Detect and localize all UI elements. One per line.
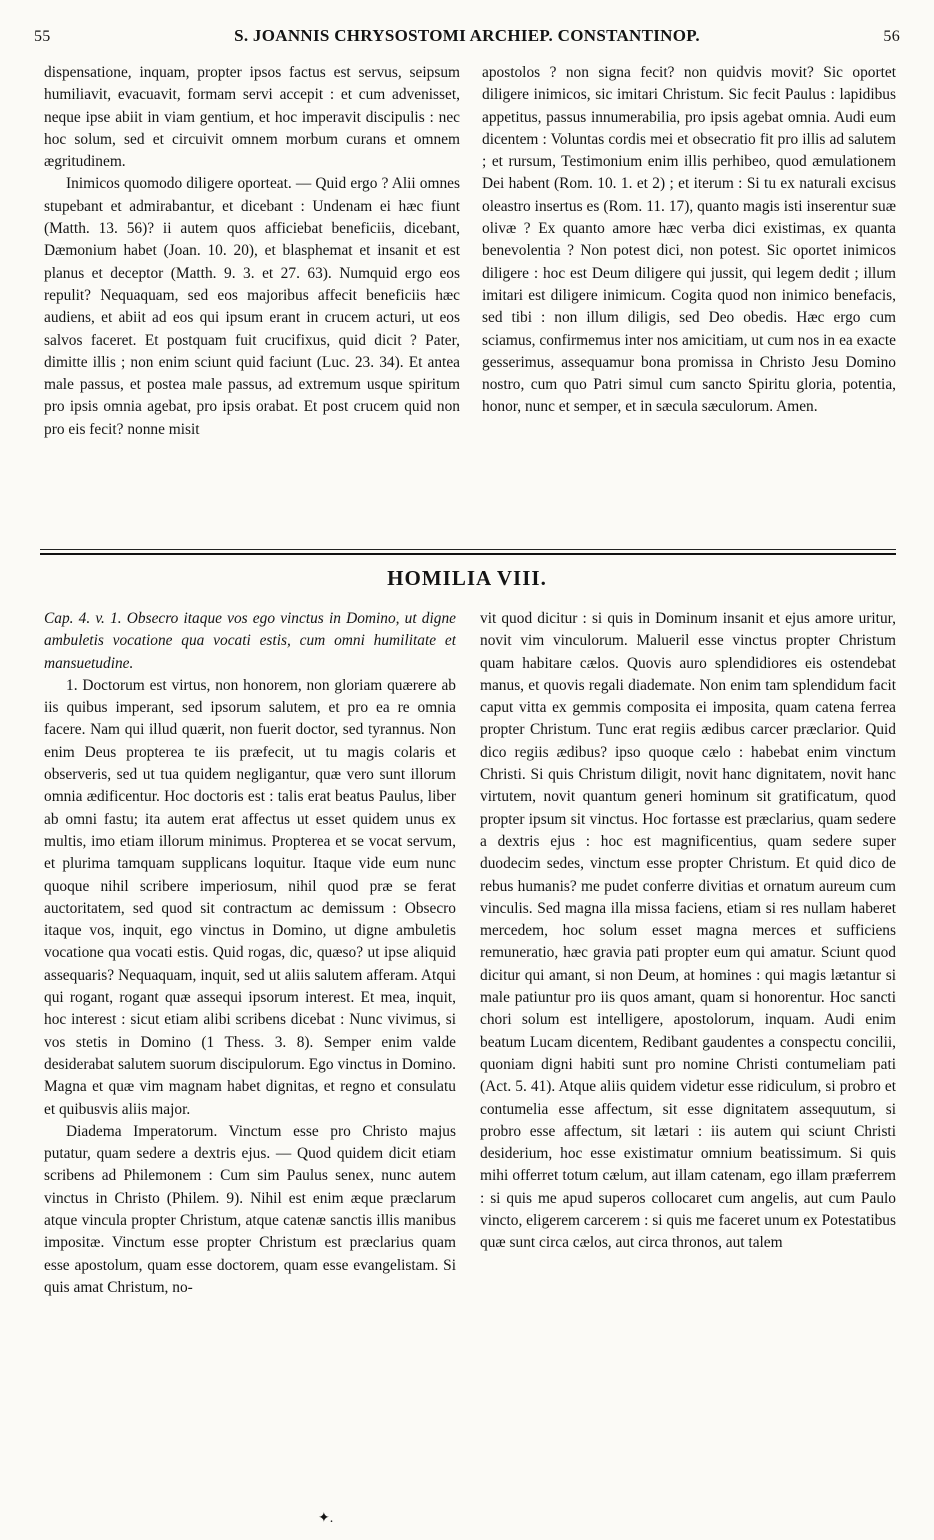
column-top-right (482, 62, 896, 540)
running-title: S. JOANNIS CHRYSOSTOMI ARCHIEP. CONSTANTINOP. (234, 26, 700, 45)
page-header (34, 26, 900, 56)
chapter-verse-heading: Cap. 4. v. 1. Obsecro itaque vos ego vinctus in Domino, ut digne ambuletis vocatione qua vocati estis, cum omni humilitate et mansuetudine. (44, 610, 456, 672)
paragraph: Diadema Imperatorum. Vinctum esse pro Christo majus putatur, quam sedere a dextris ejus. — Quod quidem dicit etiam scribens ad Philemonem : Cum sim Paulus senex, nunc autem vinctus in Christo (Philem. 9). Nihil est enim æque præclarum atque vincula propter Christum, atque catenæ sanctis illis manibus impositæ. Vinctum esse propter Christum est præclarius quam esse apostolum, quam esse doctorem, quam esse evangelistam. Si quis amat Christum, no- (44, 1122, 456, 1296)
left-page-number: 55 (34, 28, 51, 45)
paragraph: apostolos ? non signa fecit? non quidvis movit? Sic oportet diligere inimicos, sic imitari Christum. Sic fecit Paulus : lapidibus appetitus, passus innumerabilia, pro ipsis agebat omnia. Audi eum dicentem : Voluntas cordis mei et obsecratio fit pro illis ad salutem ; et rursum, Testimonium enim illis perhibeo, quod æmulationem Dei habent (Rom. 10. 1. et 2) ; et iterum : Si tu ex naturali excisus oleastro insertus es (Rom. 11. 17), quanto magis isti inserentur suæ olivæ ? Ex quanto amore hæc verba dici existimas, ex quanta benevolentia ? Non potest dici, non potest. Sic oportet inimicos diligere : hoc est Deum diligere qui jussit, qui legem dedit ; illum imitari est diligere inimicum. Cogita quod non inimico benefacis, sed tibi : non illum diligis, sed Deo obedis. Hæc ergo cum sciamus, confirmemus inter nos amicitiam, ut cum nos in ea exacte gesserimus, assequamur bona promissa in Christo Jesu Domino nostro, cum quo Patri simul cum sancto Spiritu gloria, potentia, honor, nunc et semper, et in sæcula sæculorum. Amen. (482, 64, 896, 416)
homily-heading: HOMILIA VIII. (387, 566, 547, 590)
column-bottom-right (480, 608, 896, 1508)
paragraph: vit quod dicitur : si quis in Dominum insanit et ejus amore uritur, novit vim vinculorum. Malueril esse vinctus propter Christum quam habitare cælos. Quovis auro splendidiores eis ostendebat manus, et quovis regali diademate. Non enim tam splendidum facit caput vitta ex gemmis composita ei imposita, quam catena ferrea propter Christum. Tunc erat regiis ædibus carcer præclarior. Quid dico regiis ædibus? ipso quoque cælo : habebat enim vinctum Christi. Si quis Christum diligit, novit hanc dignitatem, novit hanc virtutem, novit quantum generi hominum sit gratificatum, quod propter ipsum sit vinctus. Hoc fortasse est præclarius, quam sedere a dextris ejus : hoc est magnificentius, quam sedere super duodecim sedes, vinctum esse propter Christum. Et quid dico de rebus humanis? me pudet conferre divitias et ornatum aureum cum vinculis. Sed magna illa missa faciens, etiam si res nullam haberet mercedem, hoc solum esset magna merces et sufficiens remuneratio, hæc gravia pati propter eum qui amatur. Sciunt quod dicitur qui amant, si non Deum, at homines : qui magis lætantur si male patiuntur pro iis quos amant, quam si honorentur. Hoc sancti chori solum est intelligere, apostolorum, inquam. Audi enim beatum Lucam dicentem, Redibant gaudentes a conspectu concilii, quoniam digni habiti sunt pro nomine Christi contumeliam pati (Act. 5. 41). Atque aliis quidem videtur esse ridiculum, si probro et contumelia esse affectum, sit esse dignitatem assequutum, si probro esse affectum, sit lætari : iis autem qui sciunt Christi desiderium, hoc esse existimatur omnium beatissimum. Si quis mihi offerret totum cælum, aut illam catenam, ego illam præferrem : si quis me apud superos collocaret cum angelis, aut cum Paulo vincto, eligerem carcerem : si quis me faceret unum ex Potestatibus quæ sunt circa cælos, aut circa thronos, aut talem (480, 610, 896, 1252)
column-bottom-left (44, 608, 456, 1508)
column-top-left (44, 62, 460, 540)
paragraph: 1. Doctorum est virtus, non honorem, non gloriam quærere ab iis quibus imperant, sed ipsorum salutem, et pro ea re omnia facere. Nam qui illud quærit, non fuerit doctor, sed tyrannus. Non enim Deus propterea te iis præfecit, ut tu magis colaris et observeris, sed ut tua quidem negligantur, quæ vero sunt illorum omnia ædificentur. Hoc doctoris est : talis erat beatus Paulus, liber ab omni fastu; ita autem erat affectus ut esset quidem unus ex multis, imo etiam illorum minimus. Propterea et se vocat servum, et plurima tamquam supplicans loquitur. Itaque vide eum nunc quoque nihil scribere imperiosum, nihil quod præ se ferat auctoritatem, sed quod sit contractum ac demissum : Obsecro itaque vos, inquit, ego vinctus in Domino, ut digne ambuletis vocatione qua vocati estis. Quid rogas, dic, quæso? ut ipse aliquid assequaris? Nequaquam, inquit, sed ut aliis salutem afferam. Atqui qui rogant, rogant quæ assequi ipsorum interest. Et mea, inquit, hoc interest : sicut etiam alibi scribens dicebat : Nunc vivimus, si vos stetis in Domino (1 Thess. 3. 8). Semper enim valde desiderabat salutem suorum discipulorum. Ego vinctus in Domino. Magna et quæ vim magnam habet dignitas, et regno et consulatu et quibusvis aliis major. (44, 676, 456, 1118)
paragraph: Inimicos quomodo diligere oporteat. — Quid ergo ? Alii omnes stupebant et admirabantur, et dicebant : Undenam ei hæc fiunt (Matth. 13. 56)? ii autem quos afficiebat beneficiis, dicebant, Dæmonium habet (Joan. 10. 20), et blasphemat et insanit et est planus et deceptor (Matth. 9. 3. et 27. 63). Numquid ergo eos repulit? Nequaquam, sed eos majoribus affecit beneficiis hæc audiens, et abiit ad eos qui ipsum erant in crucem acturi, ut eos salvos faceret. Et postquam fuit crucifixus, quid dicit ? Pater, dimitte illis ; non enim sciunt quid faciunt (Luc. 23. 34). Et antea male passus, et postea male passus, ad extremum usque spiritum pro ipsis omnia agebat, pro ipsis orabat. Et post crucem quid non pro eis fecit? nonne misit (44, 175, 460, 438)
divider-thick (40, 553, 896, 555)
divider-thin (40, 549, 896, 550)
right-page-number: 56 (883, 28, 900, 45)
paragraph: dispensatione, inquam, propter ipsos factus est servus, seipsum humiliavit, evacuavit, formam servi accepit : et cum advenisset, neque ipse abiit in viam gentium, et hoc imperavit discipulis : nec hoc solum, sed et circuivit omnem morbum curans et omnem ægritudinem. (44, 64, 460, 171)
footer-ornament: ✦. (318, 1511, 334, 1526)
